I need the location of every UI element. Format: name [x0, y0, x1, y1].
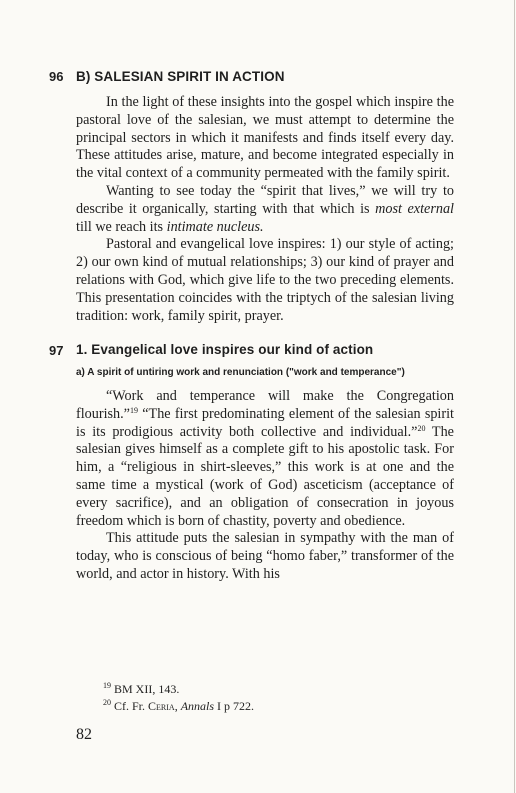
- emphasis: most external: [375, 200, 454, 217]
- paragraph: [76, 94, 454, 183]
- paragraph-text: The salesian gives himself as a complete gift to his apostolic task. For him, a “religious in shirt-sleeves,” this work is at one and the same time a mystical (work of God) asceticism (acceptance of every sacrifice), and an obligation of consecration in joyous freedom which is born of chastity, poverty and obedience.: [76, 423, 454, 529]
- footnote-text: Cf. Fr.: [114, 699, 149, 713]
- footnote-text: ,: [174, 699, 181, 713]
- footnote-number: 20: [103, 698, 111, 707]
- paragraph: [76, 388, 454, 530]
- quote-text: “Work and temperance will make the Congregation flourish.”: [76, 388, 454, 422]
- paragraph-text: This attitude puts the salesian in sympathy with the man of today, who is conscious of being “homo faber,” transformer of the world, and actor in history. With his: [76, 530, 454, 582]
- paragraph-number-97: 97: [49, 343, 64, 358]
- footnote-ref-20: 20: [417, 423, 426, 433]
- footnote-number: 19: [103, 681, 111, 690]
- paragraph: [76, 183, 454, 236]
- footnote-text: BM XII, 143.: [114, 682, 180, 696]
- section-heading-97: 1. Evangelical love inspires our kind of action: [76, 342, 374, 357]
- paragraph-number-96: 96: [49, 69, 64, 84]
- section-96-body: [76, 94, 454, 325]
- emphasis: intimate nucleus.: [166, 218, 264, 235]
- paragraph-text: Pastoral and evangelical love inspires: 1) our style of acting; 2) our own kind of mutual relationships; 3) our kind of prayer and relations with God, which give life to the two preceding elements. This presentation coincides with the triptych of the salesian living tradition: work, family spirit, prayer.: [76, 236, 454, 324]
- book-title: Annals: [180, 699, 215, 713]
- footnotes: [103, 681, 254, 715]
- section-heading-96: B) SALESIAN SPIRIT IN ACTION: [76, 69, 285, 84]
- paragraph-text: till we reach its: [76, 218, 167, 235]
- author-name: Ceria: [148, 699, 175, 713]
- footnote-text: I p 722.: [214, 699, 255, 713]
- footnote-20: [103, 698, 254, 715]
- page-number: 82: [76, 726, 92, 743]
- footnote-19: [103, 681, 254, 698]
- subsection-heading: a) A spirit of untiring work and renunciation ("work and temperance"): [76, 367, 405, 378]
- section-97-body: [76, 388, 454, 584]
- quote-text: “The first predominating element of the salesian spirit is its prodigious activity both collective and individual.”: [76, 405, 454, 440]
- paragraph-text: In the light of these insights into the gospel which inspire the pastoral love of the salesian, we must attempt to determine the principal sectors in which it manifests and finds itself every day. These attitudes arise, mature, and become integrated especially in the vital context of a community permeated with the family spirit.: [76, 94, 454, 182]
- paragraph: [76, 530, 454, 583]
- footnote-ref-19: 19: [129, 405, 138, 415]
- paragraph: [76, 236, 454, 325]
- paragraph-text: Wanting to see today the “spirit that lives,” we will try to describe it organically, starting with that which is: [76, 182, 454, 217]
